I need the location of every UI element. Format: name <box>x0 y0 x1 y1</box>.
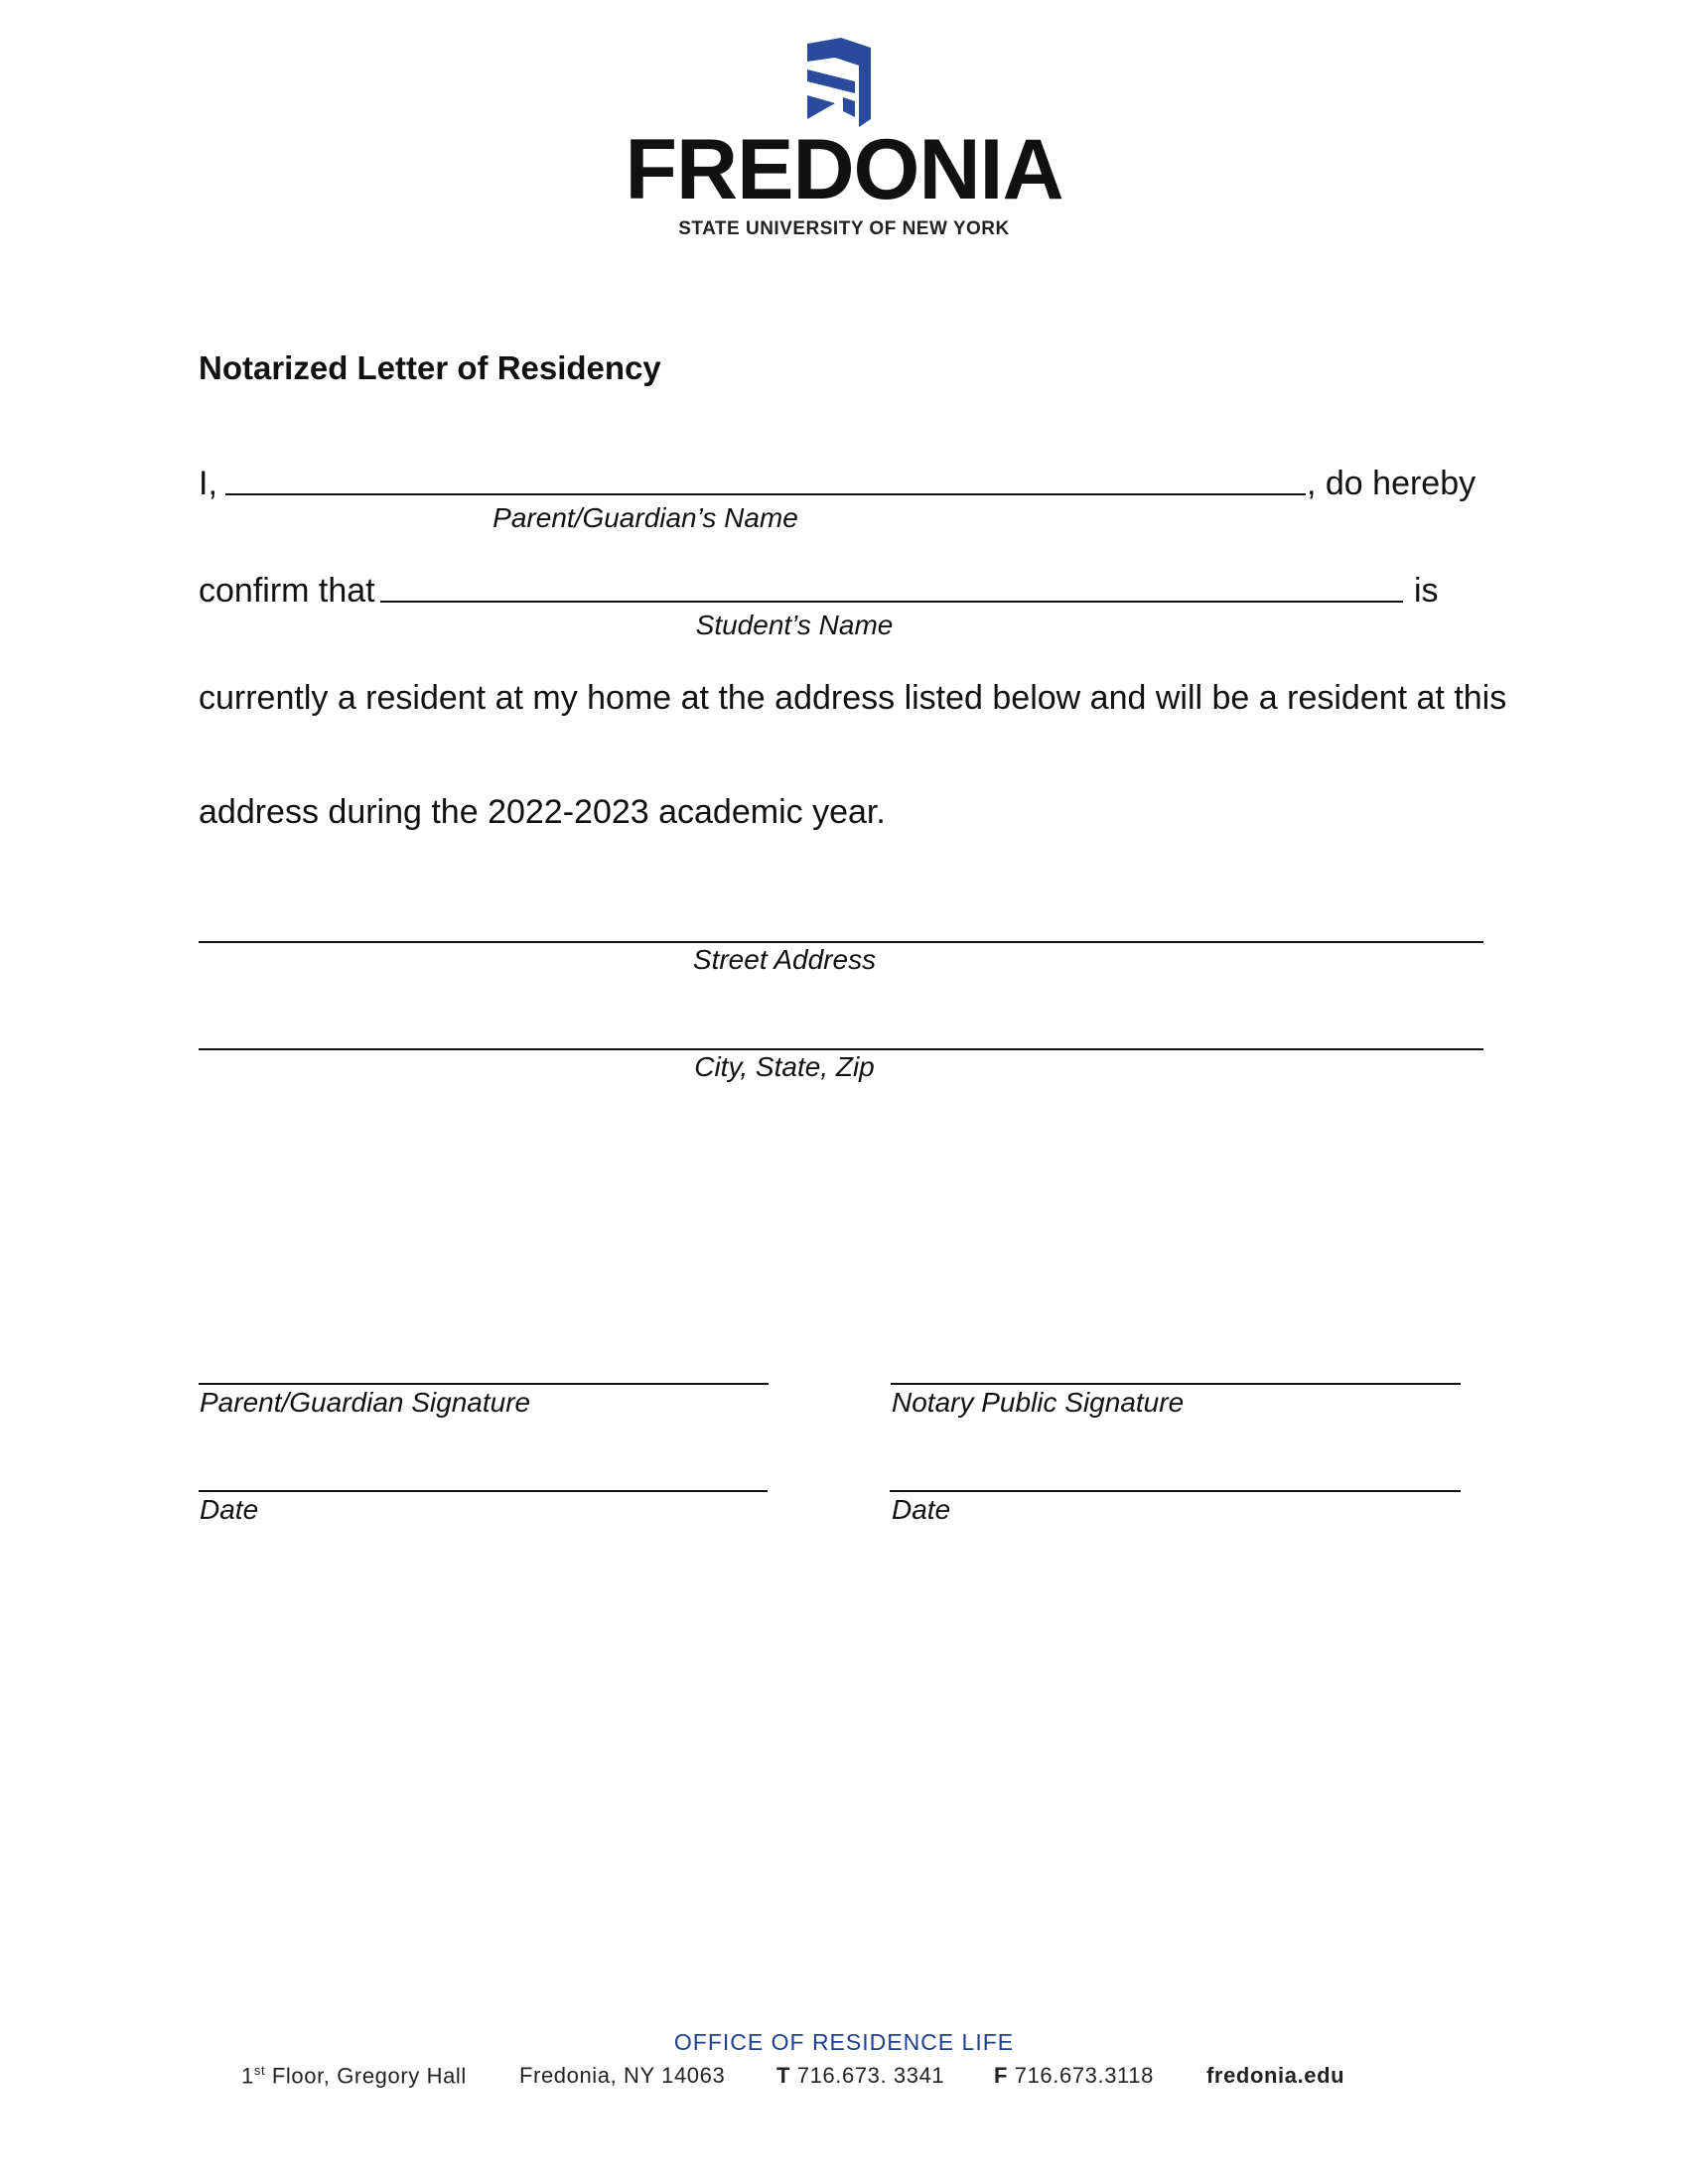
footer-website-link[interactable]: fredonia.edu <box>1206 2063 1345 2088</box>
caption-street-address: Street Address <box>692 944 877 975</box>
line2-prefix: confirm that <box>199 572 375 610</box>
line2-suffix: is <box>1414 572 1439 610</box>
caption-parent-name: Parent/Guardian’s Name <box>492 502 798 533</box>
page-title: Notarized Letter of Residency <box>199 349 661 386</box>
footer-phone-label: T <box>776 2063 791 2088</box>
line1-prefix: I, <box>199 465 217 502</box>
caption-date-left: Date <box>200 1494 259 1525</box>
notary-signature-field[interactable] <box>891 1383 1461 1385</box>
footer-fax-label: F <box>994 2063 1009 2088</box>
paragraph-line-2: address during the 2022-2023 academic year. <box>199 793 886 831</box>
caption-notary-signature: Notary Public Signature <box>892 1387 1185 1418</box>
caption-student-name: Student’s Name <box>695 610 894 640</box>
line1-suffix: , do hereby <box>1307 465 1477 502</box>
footer-city: Fredonia, NY 14063 <box>519 2063 726 2088</box>
street-address-field[interactable] <box>199 941 1483 943</box>
footer-phone-number: 716.673. 3341 <box>790 2063 945 2088</box>
caption-city-state-zip: City, State, Zip <box>694 1051 875 1082</box>
footer-office-name: OFFICE OF RESIDENCE LIFE <box>673 2029 1015 2055</box>
footer-floor-rest: Floor, Gregory Hall <box>265 2063 467 2089</box>
fredonia-logo-icon <box>799 38 879 127</box>
city-state-zip-field[interactable] <box>199 1048 1483 1050</box>
caption-date-right: Date <box>892 1494 951 1525</box>
footer-phone <box>776 2063 944 2089</box>
brand-subtitle: STATE UNIVERSITY OF NEW YORK <box>678 218 1010 239</box>
footer-address <box>241 2063 467 2089</box>
brand-wordmark: FREDONIA <box>625 122 1063 217</box>
footer-fax <box>994 2063 1154 2089</box>
paragraph-line-1: currently a resident at my home at the address listed below and will be a resident at this <box>199 679 1507 717</box>
student-name-field[interactable] <box>380 601 1403 603</box>
caption-parent-signature: Parent/Guardian Signature <box>200 1387 531 1418</box>
notary-date-field[interactable] <box>890 1490 1461 1492</box>
parent-signature-field[interactable] <box>199 1383 769 1385</box>
footer-floor-suffix: st <box>253 2063 266 2078</box>
parent-date-field[interactable] <box>199 1490 768 1492</box>
parent-name-field[interactable] <box>225 493 1306 495</box>
footer-floor-number: 1 <box>241 2063 254 2089</box>
footer-fax-number: 716.673.3118 <box>1008 2063 1154 2088</box>
